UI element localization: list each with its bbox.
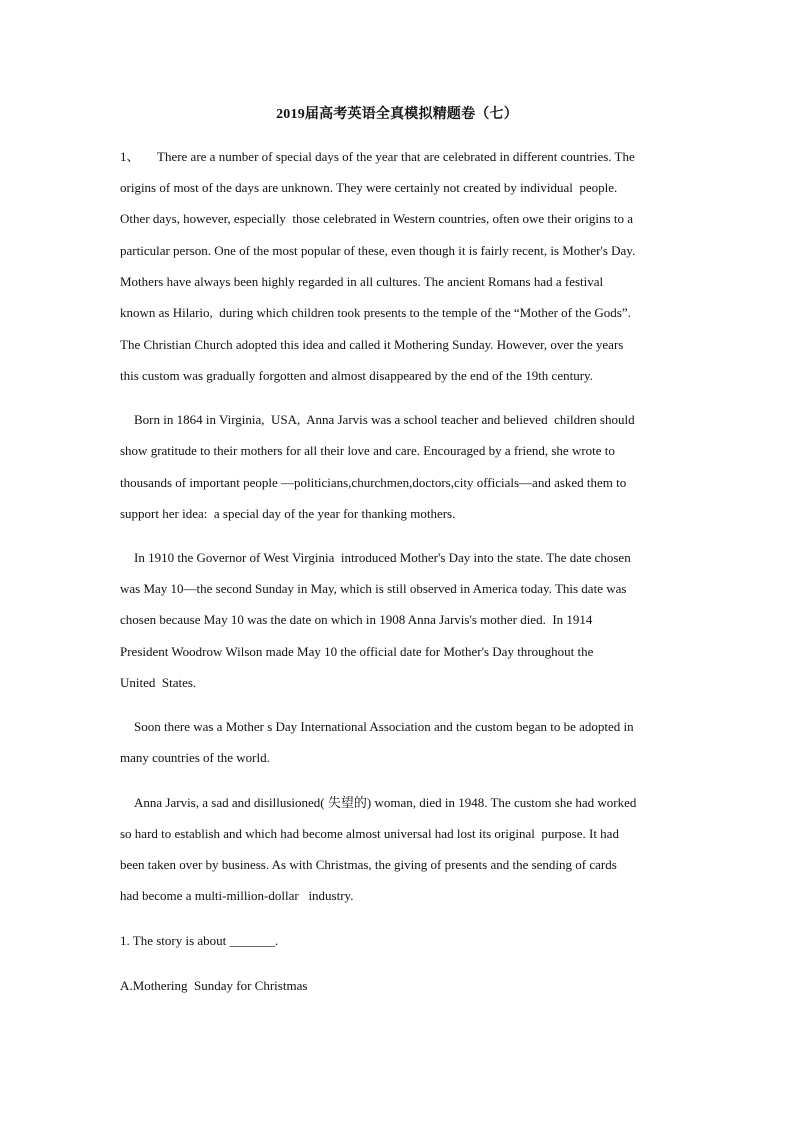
paragraph-2-line-1: Born in 1864 in Virginia, USA, Anna Jarvis was a school teacher and believed children should: [134, 412, 635, 427]
paragraph-1-line-6: known as Hilario, during which children took presents to the temple of the “Mother of the Gods”.: [120, 305, 631, 320]
paragraph-1-line-2: origins of most of the days are unknown. They were certainly not created by individual people.: [120, 180, 618, 195]
paragraph-1-line-7: The Christian Church adopted this idea and called it Mothering Sunday. However, over the years: [120, 337, 624, 352]
option-a: A.Mothering Sunday for Christmas: [120, 978, 308, 993]
paragraph-3-line-4: President Woodrow Wilson made May 10 the official date for Mother's Day throughout the: [120, 644, 594, 659]
paragraph-1-line-8: this custom was gradually forgotten and almost disappeared by the end of the 19th century.: [120, 368, 593, 383]
question-text: 1. The story is about _______.: [120, 933, 279, 948]
paragraph-4-line-2: many countries of the world.: [120, 750, 270, 765]
paragraph-1-line-5: Mothers have always been highly regarded in all cultures. The ancient Romans had a festival: [120, 274, 604, 289]
paragraph-1-line-1: There are a number of special days of the year that are celebrated in different countries. The: [157, 149, 635, 164]
paragraph-3-line-2: was May 10—the second Sunday in May, which is still observed in America today. This date was: [120, 581, 627, 596]
paragraph-3-line-1: In 1910 the Governor of West Virginia introduced Mother's Day into the state. The date chosen: [134, 550, 631, 565]
paragraph-5-line-4: had become a multi-million-dollar industry.: [120, 888, 354, 903]
paragraph-4-line-1: Soon there was a Mother s Day International Association and the custom began to be adopted in: [134, 719, 634, 734]
paragraph-5-line-3: been taken over by business. As with Christmas, the giving of presents and the sending of cards: [120, 857, 617, 872]
paragraph-5-line-2: so hard to establish and which had become almost universal had lost its original purpose. It had: [120, 826, 619, 841]
paragraph-5-line-1: Anna Jarvis, a sad and disillusioned( 失望的) woman, died in 1948. The custom she had worked: [134, 795, 637, 810]
paragraph-2-line-3: thousands of important people —politicians,churchmen,doctors,city officials—and asked them to: [120, 475, 627, 490]
paragraph-3-line-5: United States.: [120, 675, 197, 690]
paragraph-1-line-3: Other days, however, especially those celebrated in Western countries, often owe their origins to a: [120, 211, 633, 226]
question-number: 1、: [120, 149, 140, 164]
paragraph-2-line-4: support her idea: a special day of the year for thanking mothers.: [120, 506, 456, 521]
page-title: 2019届高考英语全真模拟精题卷（七）: [276, 107, 518, 122]
paragraph-3-line-3: chosen because May 10 was the date on which in 1908 Anna Jarvis's mother died. In 1914: [120, 612, 593, 627]
paragraph-1-line-4: particular person. One of the most popular of these, even though it is fairly recent, is Mother's Day.: [120, 243, 636, 258]
paragraph-2-line-2: show gratitude to their mothers for all their love and care. Encouraged by a friend, she wrote to: [120, 443, 615, 458]
